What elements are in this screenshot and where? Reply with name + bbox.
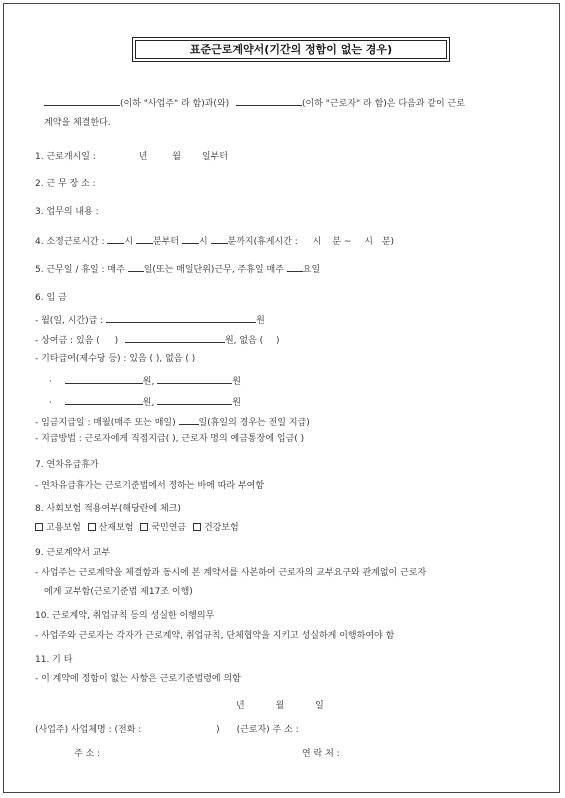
- item-4-min-to: 분까지(휴게시간 :: [227, 237, 298, 247]
- other-pay-row: - 기타급여(제수당 등) : 있음 ( ), 없음 ( ): [35, 354, 196, 364]
- intro-line-2: 계약을 체결한다.: [44, 118, 111, 128]
- item-4-hour4: 시: [364, 237, 373, 247]
- national-pension-label: 국민연금: [151, 523, 187, 533]
- start-min-blank[interactable]: [136, 234, 153, 244]
- bullet: ·: [49, 398, 52, 408]
- wage-unit: 원: [256, 316, 265, 326]
- item-4-min-end: 분): [381, 237, 395, 247]
- end-min-blank[interactable]: [211, 234, 228, 244]
- other-pay-blank-3[interactable]: [65, 395, 143, 405]
- item-11-label: 11. 기 타: [35, 655, 73, 665]
- workdays-blank[interactable]: [128, 262, 144, 272]
- other-pay-blank-4[interactable]: [157, 395, 232, 405]
- contract-date: [236, 700, 324, 712]
- other-pay-line-1: [49, 374, 241, 388]
- intro-employee-text: (이하 "근로자" 라 함)은 다음과 같이 근로: [302, 99, 465, 109]
- bonus-row: [35, 333, 280, 347]
- employment-insurance-label: 고용보험: [46, 523, 81, 533]
- item-9-line-1: - 사업주는 근로계약을 체결함과 동시에 본 계약서를 사본하여 근로자의 교부요구와 관계없이 근로자: [35, 568, 427, 578]
- wage-row: [35, 313, 265, 327]
- bonus-paren: ): [114, 336, 119, 346]
- item-4-hour: 시: [124, 237, 134, 247]
- won-4: 원: [232, 398, 241, 408]
- payday-row: [35, 415, 310, 429]
- item-9-label: 9. 근로계약서 교부: [35, 548, 111, 558]
- won-2: 원: [232, 377, 241, 387]
- date-month: 월: [275, 701, 285, 711]
- item-10-label: 10. 근로계약, 취업규칙 등의 성실한 이행의무: [35, 611, 215, 621]
- bonus-amount-blank[interactable]: [125, 333, 225, 343]
- employer-blank[interactable]: [44, 96, 120, 106]
- item-4-hour2: 시: [198, 237, 208, 247]
- holiday-blank[interactable]: [287, 262, 303, 272]
- item-5-day: 요일: [302, 265, 321, 275]
- item-5-label: 5. 근무일 / 휴일 : 매주: [35, 265, 125, 275]
- health-insurance-label: 건강보험: [203, 523, 239, 533]
- date-day: 일: [315, 701, 324, 711]
- end-hour-blank[interactable]: [182, 234, 199, 244]
- other-pay-line-2: [49, 395, 241, 409]
- item-1-label: 1. 근로개시일 :: [35, 152, 96, 162]
- signature-row-1: [35, 724, 299, 736]
- item-4-hour3: 시: [312, 237, 322, 247]
- employer-name-label: (사업주) 사업체명 : (전화 :: [35, 725, 142, 735]
- item-1: [35, 151, 228, 163]
- won-3: 원,: [142, 398, 155, 408]
- item-6-label: 6. 임 금: [35, 293, 67, 303]
- item-7-text: - 연차유급휴가는 근로기준법에서 정하는 바에 따라 부여함: [35, 481, 265, 491]
- employer-phone-close: ): [216, 725, 220, 735]
- employee-address-label: (근로자) 주 소 :: [236, 725, 299, 735]
- employee-contact-label: 연 락 처 :: [302, 749, 340, 759]
- start-hour-blank[interactable]: [107, 234, 124, 244]
- bullet: ·: [49, 377, 52, 387]
- won-1: 원,: [142, 377, 155, 387]
- employment-insurance-checkbox[interactable]: [35, 523, 43, 531]
- date-year: 년: [236, 701, 245, 711]
- item-1-day: 일부터: [201, 152, 228, 162]
- document-title: 표준근로계약서(기간의 정함이 없는 경우): [135, 40, 447, 59]
- wage-label: - 월(일, 시간)급 :: [35, 316, 104, 326]
- item-4-min-dash: 분 ~: [332, 237, 352, 247]
- item-5: [35, 262, 320, 276]
- payday-blank[interactable]: [179, 415, 199, 425]
- bonus-label: - 상여금 : 있음 (: [35, 336, 100, 346]
- bonus-close: ): [276, 336, 280, 346]
- national-pension-checkbox[interactable]: [140, 523, 148, 531]
- intro-employer-text: (이하 "사업주" 라 함)과(와): [120, 99, 230, 109]
- employer-address-label: 주 소 :: [74, 749, 101, 759]
- pay-method-row: - 지급방법 : 근로자에게 직접지급( ), 근로자 명의 예금통장에 입금( ): [35, 434, 305, 444]
- industrial-accident-checkbox[interactable]: [88, 523, 96, 531]
- payday-label: - 임금지급일 : 매월(매주 또는 매일): [35, 418, 176, 428]
- insurance-options: [35, 522, 239, 534]
- item-7-label: 7. 연차유급휴가: [35, 460, 99, 470]
- bonus-none: 원, 없음 (: [224, 336, 264, 346]
- item-1-year: 년: [138, 152, 148, 162]
- payday-text: 일(휴일의 경우는 전일 지급): [198, 418, 310, 428]
- wage-blank[interactable]: [106, 313, 256, 323]
- item-3-label: 3. 업무의 내용 :: [35, 207, 99, 217]
- item-4-label: 4. 소정근로시간 :: [35, 237, 105, 247]
- health-insurance-checkbox[interactable]: [193, 523, 201, 531]
- industrial-accident-label: 산재보험: [98, 523, 134, 533]
- item-5-text: 일(또는 매일단위)근무, 주휴일 매주: [143, 265, 284, 275]
- item-4-min-from: 분부터: [152, 237, 180, 247]
- item-1-month: 월: [172, 152, 181, 162]
- other-pay-blank-1[interactable]: [65, 374, 143, 384]
- item-10-text: - 사업주와 근로자는 각자가 근로계약, 취업규칙, 단체협약을 지키고 성실하게 이행하여야 함: [35, 631, 395, 641]
- title-box: [132, 37, 450, 62]
- item-11-text: - 이 계약에 정함이 없는 사항은 근로기준법령에 의함: [35, 674, 241, 684]
- item-2-label: 2. 근 무 장 소 :: [35, 179, 96, 189]
- item-4: [35, 234, 394, 248]
- other-pay-blank-2[interactable]: [157, 374, 232, 384]
- item-8-label: 8. 사회보험 적용여부(해당란에 체크): [35, 504, 181, 514]
- employee-blank[interactable]: [236, 96, 302, 106]
- intro-line-1: [44, 96, 465, 110]
- item-9-line-2: 에게 교부함(근로기준법 제17조 이행): [44, 587, 193, 597]
